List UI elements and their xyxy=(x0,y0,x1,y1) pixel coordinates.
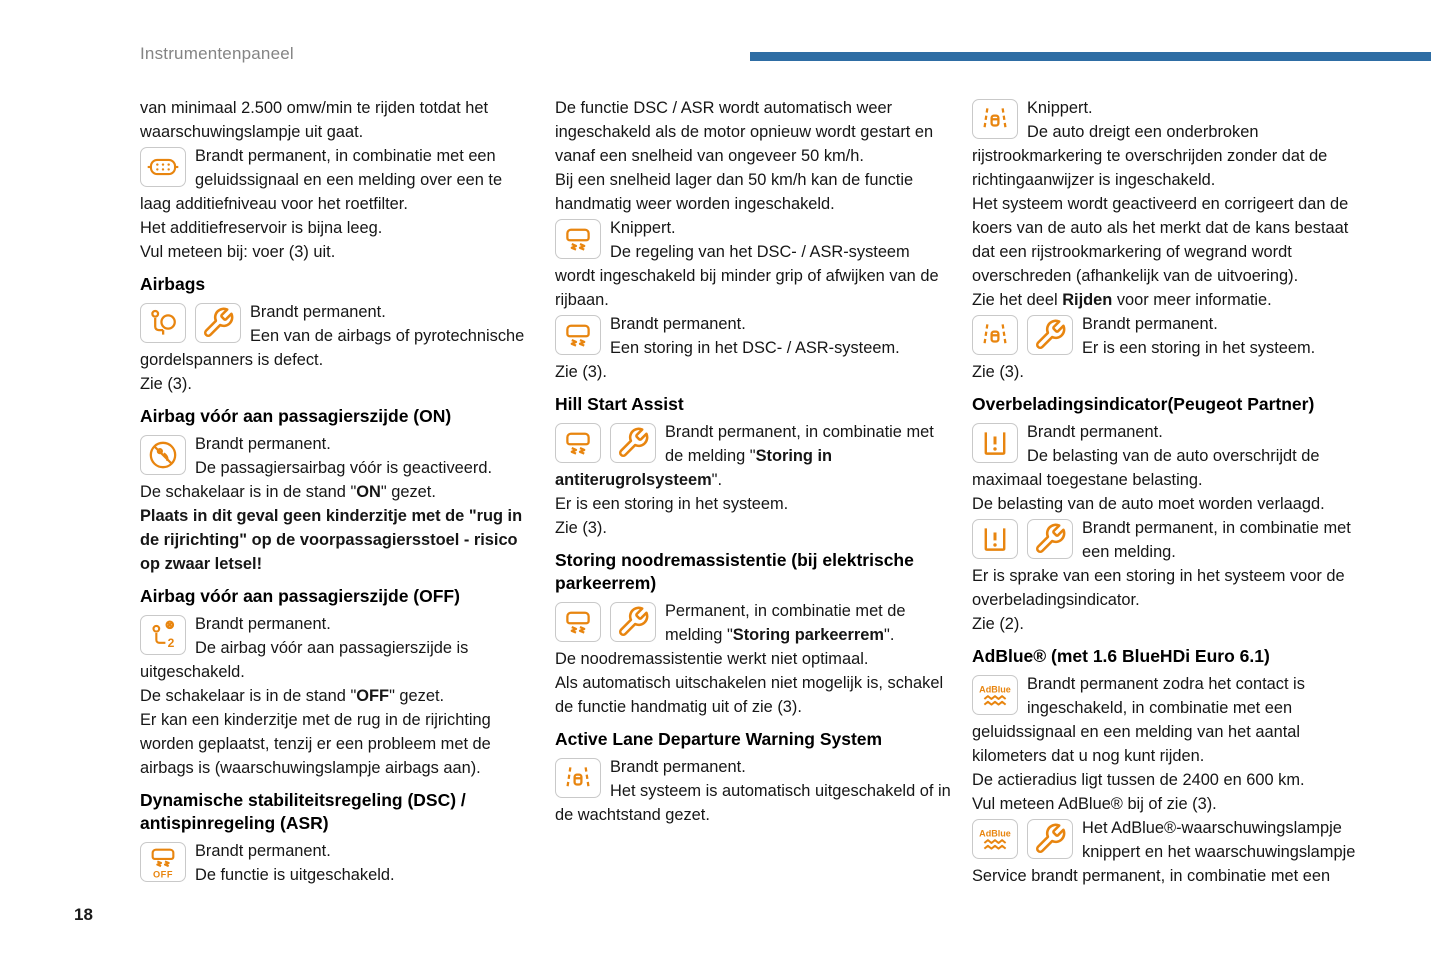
text-segment: Brandt permanent. xyxy=(250,303,386,321)
paragraph xyxy=(140,372,536,396)
text-segment: De belasting van de auto overschrijdt de maximaal toegestane belasting. xyxy=(972,447,1320,489)
text-segment: Zie (3). xyxy=(555,519,607,537)
text-segment: ". xyxy=(884,626,895,644)
wrench-icon xyxy=(1027,819,1073,859)
paragraph xyxy=(140,504,536,576)
icon-paragraph xyxy=(140,432,536,480)
lane-departure-icon xyxy=(972,315,1018,355)
adblue-icon xyxy=(972,675,1018,715)
wrench-icon xyxy=(610,602,656,642)
paragraph xyxy=(972,792,1368,816)
text-segment: Een storing in het DSC- / ASR-systeem. xyxy=(610,339,900,357)
lane-departure-icon xyxy=(972,99,1018,139)
wrench-icon xyxy=(1027,519,1073,559)
car-skid-icon xyxy=(555,315,601,355)
svg-text:AdBlue: AdBlue xyxy=(979,684,1011,695)
icon-paragraph xyxy=(972,816,1368,888)
text-segment: ". xyxy=(711,471,723,489)
text-segment: Plaats in dit geval geen kinderzitje met de "rug in de rijrichting" op de voorpassagiersstoel - risico op zwaar letsel! xyxy=(140,507,523,573)
wrench-icon xyxy=(195,303,241,343)
text-segment: Brandt permanent. xyxy=(610,758,746,776)
section-heading: Active Lane Departure Warning System xyxy=(555,729,883,749)
paragraph xyxy=(972,612,1368,636)
paragraph xyxy=(140,480,536,504)
text-segment: Er kan een kinderzitje met de rug in de rijrichting worden geplaatst, tenzij er een probleem met de airbags is (waarschuwingslampje airbags aan). xyxy=(140,711,491,777)
icon-paragraph xyxy=(972,420,1368,492)
car-skid-icon xyxy=(555,219,601,259)
icon-paragraph xyxy=(140,300,536,372)
text-segment: Rijden xyxy=(1062,291,1113,309)
text-segment: Storing in antiterugrolsysteem xyxy=(555,447,833,489)
icon-paragraph xyxy=(972,96,1368,192)
text-segment: ON xyxy=(356,483,381,501)
text-segment: Knippert. xyxy=(610,219,676,237)
text-segment: Storing parkeerrem xyxy=(732,626,884,644)
text-segment: Het AdBlue®-waarschuwingslampje knippert en het waarschuwingslampje Service brandt permanent, in combinatie met een xyxy=(972,819,1356,885)
text-segment: Brandt permanent. xyxy=(195,615,331,633)
text-segment: Zie (2). xyxy=(972,615,1024,633)
text-segment: De actieradius ligt tussen de 2400 en 600 km. xyxy=(972,771,1305,789)
text-segment: Brandt permanent, in combinatie met de melding " xyxy=(665,423,934,465)
section-heading: AdBlue® (met 1.6 BlueHDi Euro 6.1) xyxy=(972,646,1270,666)
text-segment: Zie (3). xyxy=(140,375,192,393)
paragraph xyxy=(972,192,1368,288)
paragraph xyxy=(972,492,1368,516)
text-segment: Zie (3). xyxy=(555,363,607,381)
lane-departure-icon xyxy=(555,758,601,798)
text-segment: Brandt permanent. xyxy=(1027,423,1163,441)
paragraph xyxy=(972,564,1368,612)
text-segment: Vul meteen AdBlue® bij of zie (3). xyxy=(972,795,1217,813)
text-segment: Brandt permanent. xyxy=(195,842,331,860)
airbag-passenger-on-icon xyxy=(140,435,186,475)
section-heading: Storing noodremassistentie (bij elektrische parkeerrem) xyxy=(555,550,914,593)
icon-paragraph xyxy=(972,516,1368,564)
column-2 xyxy=(555,96,951,827)
icon-paragraph xyxy=(555,420,951,492)
text-segment: " gezet. xyxy=(389,687,445,705)
adblue-icon xyxy=(972,819,1018,859)
icon-paragraph xyxy=(555,312,951,360)
paragraph xyxy=(140,96,536,144)
text-segment: Vul meteen bij: voer (3) uit. xyxy=(140,243,336,261)
text-segment: Permanent, in combinatie met de melding " xyxy=(665,602,906,644)
text-segment: Er is een storing in het systeem. xyxy=(1082,339,1316,357)
paragraph xyxy=(972,768,1368,792)
paragraph xyxy=(555,360,951,384)
section-heading: Airbag vóór aan passagierszijde (OFF) xyxy=(140,586,460,606)
text-segment: " gezet. xyxy=(380,483,436,501)
paragraph xyxy=(972,288,1368,312)
wrench-icon xyxy=(610,423,656,463)
page-header: Instrumentenpaneel xyxy=(140,44,294,63)
overload-icon xyxy=(972,423,1018,463)
svg-text:AdBlue: AdBlue xyxy=(979,828,1011,839)
icon-paragraph xyxy=(140,839,536,887)
paragraph xyxy=(140,240,536,264)
text-segment: De regeling van het DSC- / ASR-systeem wordt ingeschakeld bij minder grip of afwijken van de rijbaan. xyxy=(555,243,939,309)
text-segment: De functie is uitgeschakeld. xyxy=(195,866,395,884)
accent-bar xyxy=(750,52,1431,61)
text-segment: Brandt permanent. xyxy=(1082,315,1218,333)
section-heading: Dynamische stabiliteitsregeling (DSC) / antispinregeling (ASR) xyxy=(140,790,466,833)
text-segment: Brandt permanent. xyxy=(610,315,746,333)
text-segment: Knippert. xyxy=(1027,99,1093,117)
paragraph xyxy=(555,671,951,719)
airbag-warning-icon xyxy=(140,303,186,343)
paragraph xyxy=(555,492,951,516)
text-segment: Een van de airbags of pyrotechnische gordelspanners is defect. xyxy=(140,327,525,369)
text-segment: De noodremassistentie werkt niet optimaal. xyxy=(555,650,869,668)
page-number: 18 xyxy=(74,905,93,924)
overload-icon xyxy=(972,519,1018,559)
paragraph xyxy=(555,96,951,168)
paragraph xyxy=(555,647,951,671)
text-segment: De schakelaar is in de stand " xyxy=(140,483,357,501)
text-segment: Brandt permanent, in combinatie met een geluidssignaal en een melding over een te laag additiefniveau voor het roetfilter. xyxy=(140,147,503,213)
text-segment: Brandt permanent, in combinatie met een melding. xyxy=(1082,519,1351,561)
text-segment: Zie het deel xyxy=(972,291,1063,309)
icon-paragraph xyxy=(140,612,536,684)
text-segment: Het systeem wordt geactiveerd en corrigeert dan de koers van de auto als het merkt dat de kans bestaat dat een rijstrookmarkering of wegrand wordt overschreden (afhankelijk van de uitvoering). xyxy=(972,195,1349,285)
dpf-icon xyxy=(140,147,186,187)
section-heading: Hill Start Assist xyxy=(555,394,684,414)
car-skid-icon xyxy=(555,602,601,642)
icon-paragraph xyxy=(555,599,951,647)
text-segment: Bij een snelheid lager dan 50 km/h kan de functie handmatig weer worden ingeschakeld. xyxy=(555,171,914,213)
column-1 xyxy=(140,96,536,887)
car-skid-icon xyxy=(555,423,601,463)
paragraph xyxy=(972,360,1368,384)
paragraph xyxy=(555,516,951,540)
text-segment: OFF xyxy=(356,687,390,705)
paragraph xyxy=(140,708,536,780)
airbag-passenger-off-icon xyxy=(140,615,186,655)
text-segment: De passagiersairbag vóór is geactiveerd. xyxy=(195,459,493,477)
text-segment: Brandt permanent. xyxy=(195,435,331,453)
text-segment: Zie (3). xyxy=(972,363,1024,381)
text-segment: Als automatisch uitschakelen niet mogelijk is, schakel de functie handmatig uit of zie (3). xyxy=(555,674,944,716)
text-segment: De schakelaar is in de stand " xyxy=(140,687,357,705)
column-3 xyxy=(972,96,1368,888)
text-segment: voor meer informatie. xyxy=(1112,291,1272,309)
text-segment: Er is sprake van een storing in het systeem voor de overbeladingsindicator. xyxy=(972,567,1345,609)
svg-text:2: 2 xyxy=(167,636,175,651)
text-segment: De functie DSC / ASR wordt automatisch weer ingeschakeld als de motor opnieuw wordt gestart en vanaf een snelheid van ongeveer 50 km/h. xyxy=(555,99,934,165)
car-skid-off-icon xyxy=(140,842,186,882)
text-segment: De auto dreigt een onderbroken rijstrookmarkering te overschrijden zonder dat de richtingaanwijzer is ingeschakeld. xyxy=(972,123,1328,189)
text-segment: Het additiefreservoir is bijna leeg. xyxy=(140,219,383,237)
text-segment: De airbag vóór aan passagierszijde is uitgeschakeld. xyxy=(140,639,469,681)
section-heading: Overbeladingsindicator(Peugeot Partner) xyxy=(972,394,1315,414)
paragraph xyxy=(555,168,951,216)
svg-text:OFF: OFF xyxy=(152,869,174,879)
text-segment: van minimaal 2.500 omw/min te rijden totdat het waarschuwingslampje uit gaat. xyxy=(140,99,489,141)
paragraph xyxy=(140,216,536,240)
text-segment: Het systeem is automatisch uitgeschakeld of in de wachtstand gezet. xyxy=(555,782,951,824)
paragraph xyxy=(140,684,536,708)
icon-paragraph xyxy=(555,216,951,312)
icon-paragraph xyxy=(555,755,951,827)
text-segment: De belasting van de auto moet worden verlaagd. xyxy=(972,495,1325,513)
section-heading: Airbag vóór aan passagierszijde (ON) xyxy=(140,406,452,426)
text-segment: Brandt permanent zodra het contact is ingeschakeld, in combinatie met een geluidssignaal en een melding van het aantal kilometers dat u nog kunt rijden. xyxy=(972,675,1305,765)
icon-paragraph xyxy=(972,312,1368,360)
icon-paragraph xyxy=(972,672,1368,768)
icon-paragraph xyxy=(140,144,536,216)
wrench-icon xyxy=(1027,315,1073,355)
text-segment: Er is een storing in het systeem. xyxy=(555,495,789,513)
section-heading: Airbags xyxy=(140,274,206,294)
